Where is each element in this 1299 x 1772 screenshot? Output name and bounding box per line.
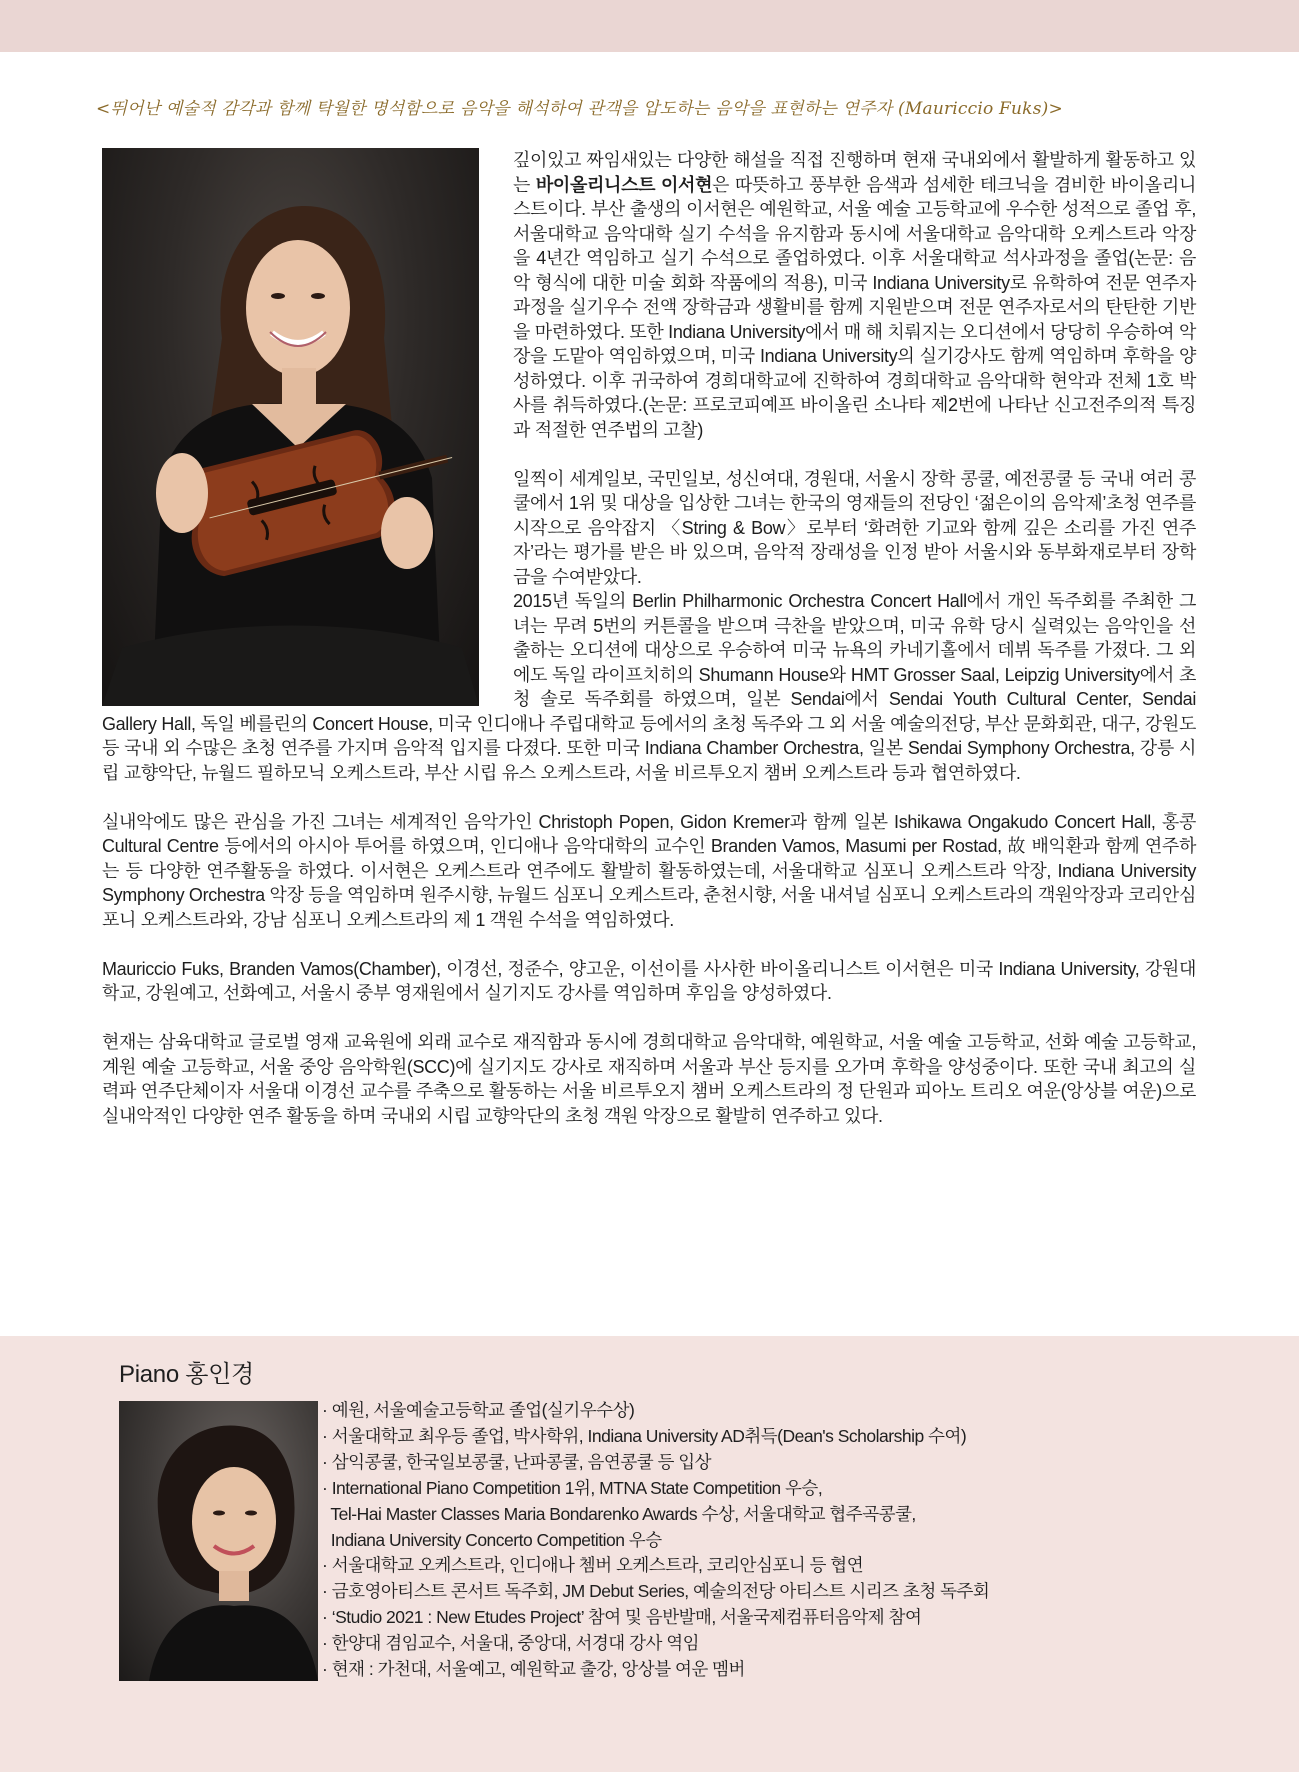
pianist-illustration [119,1401,318,1681]
violinist-name: 바이올리니스트 이서현 [535,174,713,195]
pianist-title: Piano 홍인경 [119,1361,254,1388]
bio-paragraph-5: Mauriccio Fuks, Branden Vamos(Chamber), 이경선, 정준수, 양고운, 이선이를 사사한 바이올리니스트 이서현은 미국 Indiana University, 강원대학교, 강원예고, 선화예고, 서울시 중부 영재원에서 실기지도 강사를 역임하며 후임을 양성하였다. [102,958,1196,1003]
list-item: · 한양대 겸임교수, 서울대, 중앙대, 서경대 강사 역임 [322,1633,700,1654]
list-item: · 삼익콩쿨, 한국일보콩쿨, 난파콩쿨, 음연콩쿨 등 입상 [322,1451,712,1472]
list-item: · 서울대학교 오케스트라, 인디애나 쳄버 오케스트라, 코리안심포니 등 협연 [322,1555,864,1576]
list-item: · 서울대학교 최우등 졸업, 박사학위, Indiana University AD취득(Dean's Scholarship 수여) [322,1425,967,1446]
bio-paragraph-3: 2015년 독일의 Berlin Philharmonic Orchestra Concert Hall에서 개인 독주회를 주최한 그녀는 무려 5번의 커튼콜을 받으며 극찬을 받았으며, 미국 유학 당시 실력있는 음악인을 선출하는 오디션에 대상으로 우승하여 미국 뉴욕의 카네기홀에서 데뷔 독주를 가졌다. 그 외에도 독일 라이프치히의 Shumann House와 HMT Grosser Saal, Leipzig University에서 초청 솔로 독주회를 하였으며, 일본 Sendai에서 Sendai Youth Cultural Center, Sendai Gallery Hall, 독일 베를린의 Concert House, 미국 인디애나 주립대학교 등에서의 초청 독주와 그 외 서울 예술의전당, 부산 문화회관, 대구, 강원도 등 국내 외 수많은 초청 연주를 가지며 음악적 입지를 다졌다. 또한 미국 Indiana Chamber Orchestra, 일본 Sendai Symphony Orchestra, 강릉 시립 교향악단, 뉴월드 필하모닉 오케스트라, 부산 시립 유스 오케스트라, 서울 비르투오지 챔버 오케스트라 등과 협연하였다. [102,591,1196,783]
photo-spacer [102,148,479,706]
top-band [0,0,1299,52]
list-item: · 금호영아티스트 콘서트 독주회, JM Debut Series, 예술의전당 아티스트 시리즈 초청 독주회 [322,1581,990,1602]
bio-paragraph-2: 일찍이 세계일보, 국민일보, 성신여대, 경원대, 서울시 장학 콩쿨, 예전콩쿨 등 국내 여러 콩쿨에서 1위 및 대상을 입상한 그녀는 한국의 영재들의 전당인 ‘젊은이의 음악제’초청 연주를 시작으로 음악잡지 〈String & Bow〉로부터 ‘화려한 기교와 함께 깊은 소리를 가진 연주자’라는 평가를 받은 바 있으며, 음악적 장래성을 인정 받아 서울시와 동부화재로부터 장학금을 수여받았다. [513,468,1196,587]
violinist-bio [102,148,1196,1128]
quote: <뛰어난 예술적 감각과 함께 탁월한 명석함으로 음악을 해석하여 관객을 압도하는 음악을 표현하는 연주자 (Mauriccio Fuks)> [96,99,1063,119]
list-item: · 현재 : 가천대, 서울예고, 예원학교 출강, 앙상블 여운 멤버 [322,1659,745,1680]
bio-p1-a: 깊이있고 짜임새있는 다양한 해설을 직접 진행하며 현재 국내외에서 활발하게 활동하고 있는 [513,150,1196,195]
list-item: · 예원, 서울예술고등학교 졸업(실기우수상) [322,1400,635,1420]
list-item: Tel-Hai Master Classes Maria Bondarenko Awards 수상, 서울대학교 협주곡콩쿨, [322,1503,916,1524]
pianist-photo [119,1401,318,1681]
list-item: · International Piano Competition 1위, MTNA State Competition 우승, [322,1477,823,1498]
bio-paragraph-4: 실내악에도 많은 관심을 가진 그녀는 세계적인 음악가인 Christoph Popen, Gidon Kremer과 함께 일본 Ishikawa Ongakudo Concert Hall, 홍콩 Cultural Centre 등에서의 아시아 투어를 하였으며, 인디애나 음악대학의 교수인 Branden Vamos, Masumi per Rostad, 故 배익환과 함께 연주하는 등 다양한 연주활동을 하였다. 이서현은 오케스트라 연주에도 활발히 활동하였는데, 서울대학교 심포니 오케스트라 악장, Indiana University Symphony Orchestra 악장 등을 역임하며 원주시향, 뉴월드 심포니 오케스트라, 춘천시향, 서울 내셔널 심포니 오케스트라의 객원악장과 코리안심포니 오케스트라와, 강남 심포니 오케스트라의 제 1 객원 수석을 역임하였다. [102,811,1196,930]
bio-p1-b: 은 따뜻하고 풍부한 음색과 섬세한 테크닉을 겸비한 바이올리니스트이다. 부산 출생의 이서현은 예원학교, 서울 예술 고등학교에 우수한 성적으로 졸업 후, 서울대학교 음악대학 실기 수석을 유지함과 동시에 서울대학교 음악대학 오케스트라 악장을 4년간 역임하고 실기 수석으로 졸업하였다. 이후 서울대학교 석사과정을 졸업(논문: 음악 형식에 대한 미술 회화 작품에의 적용), 미국 Indiana University로 유학하여 전문 연주자과정을 실기우수 전액 장학금과 생활비를 함께 지원받으며 전문 연주자로서의 탄탄한 기반을 마련하였다. 또한 Indiana University에서 매 해 치뤄지는 오디션에서 당당히 우승하여 악장을 도맡아 역임하였으며, 미국 Indiana University의 실기강사도 함께 역임하며 후학을 양성하였다. 이후 귀국하여 경희대학교에 진학하여 경희대학교 음악대학 현악과 전체 1호 박사를 취득하였다.(논문: 프로코피예프 바이올린 소나타 제2번에 나타난 신고전주의적 특징과 적절한 연주법의 고찰) [513,174,1197,440]
bio-paragraph-6: 현재는 삼육대학교 글로벌 영재 교육원에 외래 교수로 재직함과 동시에 경희대학교 음악대학, 예원학교, 서울 예술 고등학교, 선화 예술 고등학교, 계원 예술 고등학교, 서울 중앙 음악학원(SCC)에 실기지도 강사로 재직하며 서울과 부산 등지를 오가며 후학을 양성중이다. 또한 국내 최고의 실력파 연주단체이자 서울대 이경선 교수를 주축으로 활동하는 서울 비르투오지 챔버 오케스트라의 정 단원과 피아노 트리오 여운(앙상블 여운)으로 실내악적인 다양한 연주 활동을 하며 국내외 시립 교향악단의 초청 객원 악장으로 활발히 연주하고 있다. [102,1032,1196,1126]
list-item: Indiana University Concerto Competition 우승 [322,1529,662,1550]
list-item: · ‘Studio 2021 : New Etudes Project’ 참여 및 음반발매, 서울국제컴퓨터음악제 참여 [322,1607,922,1628]
pianist-career-list [322,1398,1222,1683]
